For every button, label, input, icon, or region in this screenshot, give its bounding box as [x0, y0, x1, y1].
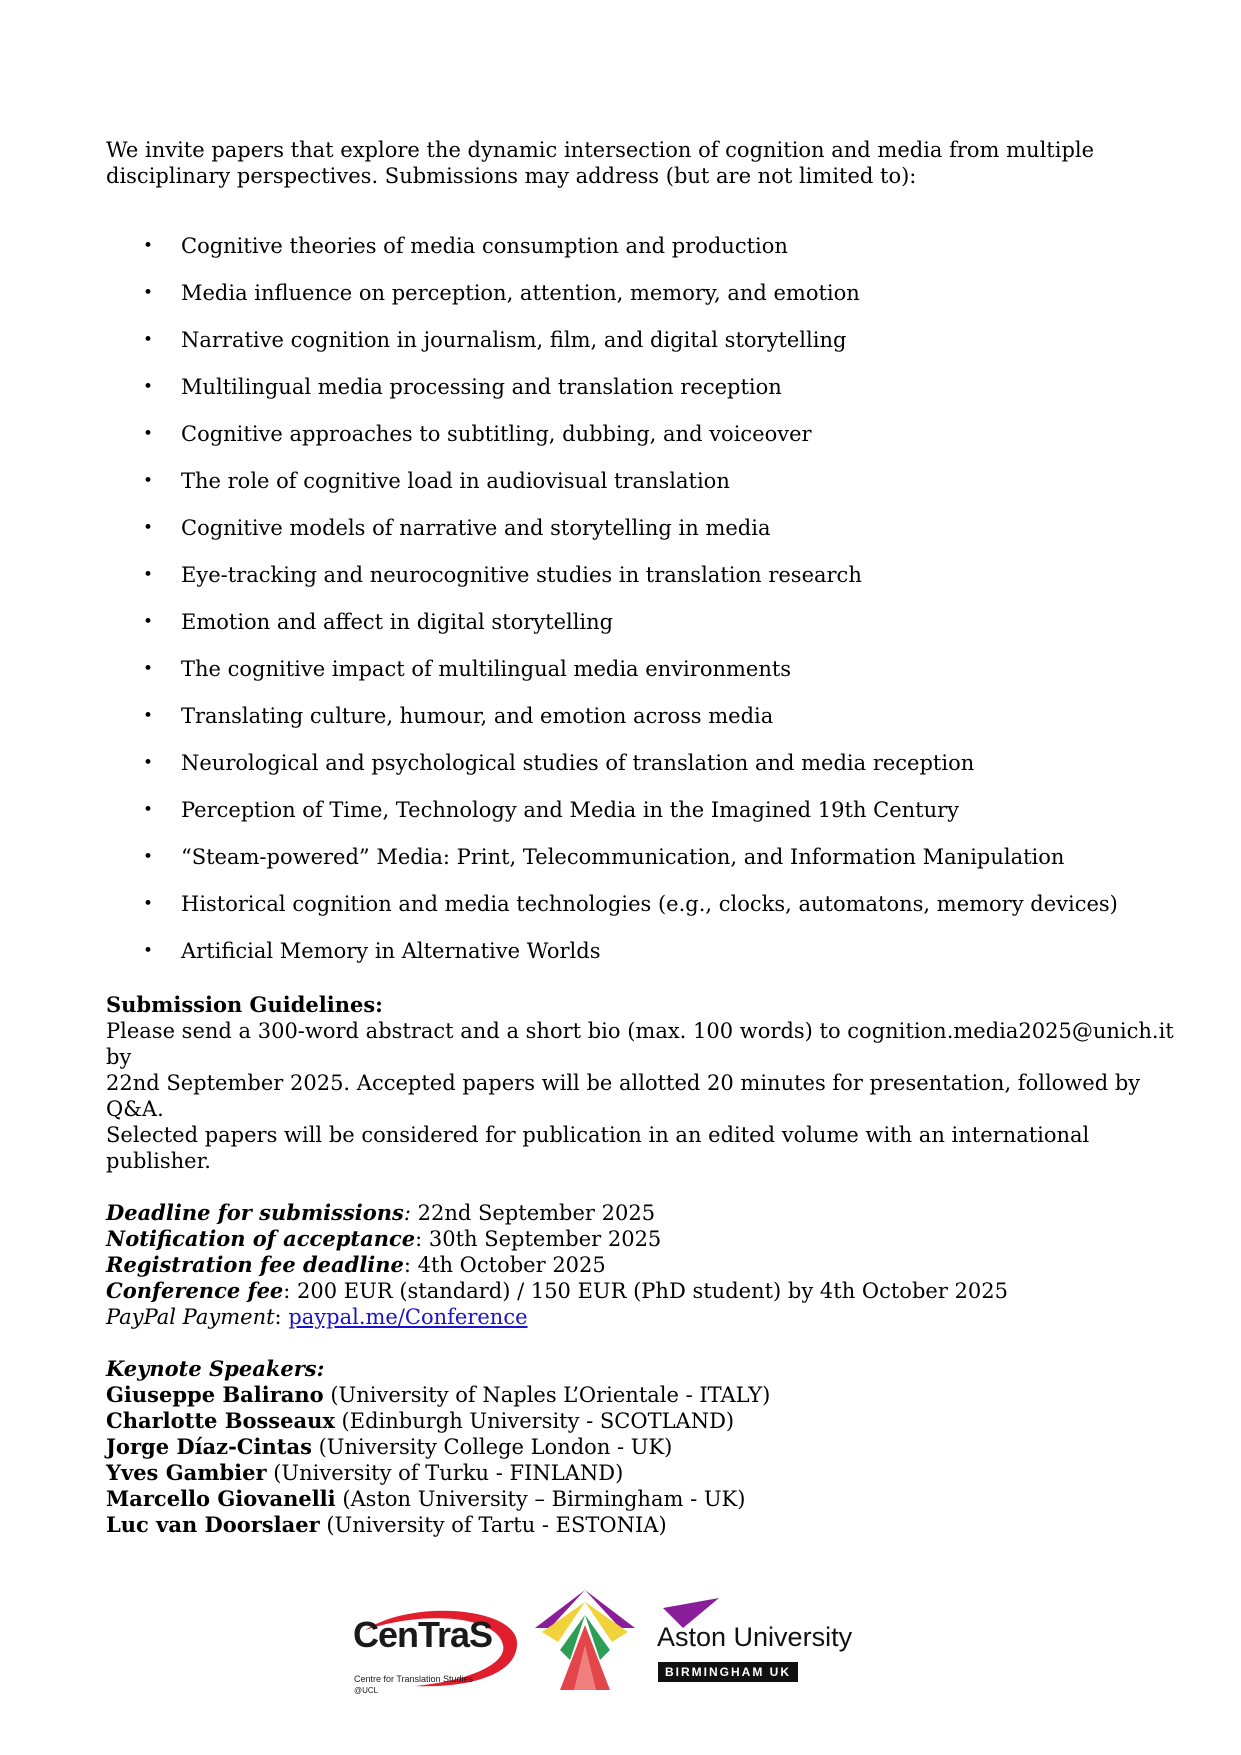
- aston-wordmark: Aston University: [657, 1622, 853, 1652]
- speaker-row: [106, 1382, 1181, 1408]
- notification-label: Notification of acceptance: [106, 1226, 416, 1251]
- bullet-icon: •: [143, 753, 154, 773]
- submission-line: Please send a 300-word abstract and a short bio (max. 100 words) to cognition.media2025@unich.it by: [106, 1019, 1174, 1069]
- list-item: • Media influence on perception, attention, memory, and emotion: [143, 281, 860, 305]
- keynote-speakers: [106, 1356, 1181, 1538]
- list-item: • The role of cognitive load in audiovisual translation: [143, 469, 730, 493]
- bullet-icon: •: [143, 236, 154, 256]
- document-page: [106, 137, 1181, 1538]
- bullet-icon: •: [143, 518, 154, 538]
- bullet-icon: •: [143, 565, 154, 585]
- bullet-icon: •: [143, 800, 154, 820]
- speaker-affiliation: (Aston University – Birmingham - UK): [335, 1487, 746, 1511]
- list-item: • Cognitive models of narrative and storytelling in media: [143, 516, 771, 540]
- submission-line: Selected papers will be considered for publication in an edited volume with an international publisher.: [106, 1123, 1090, 1173]
- bullet-icon: •: [143, 471, 154, 491]
- speaker-name: Luc van Doorslaer: [106, 1512, 320, 1537]
- aston-location-bar: BIRMINGHAM UK: [658, 1662, 798, 1682]
- list-item: • Translating culture, humour, and emotion across media: [143, 704, 774, 728]
- bullet-icon: •: [143, 283, 154, 303]
- speaker-name: Marcello Giovanelli: [106, 1486, 336, 1511]
- speaker-row: [106, 1512, 1181, 1538]
- conference-emblem-icon: [530, 1590, 640, 1700]
- registration-label: Registration fee deadline: [106, 1252, 404, 1277]
- speaker-affiliation: (University of Tartu - ESTONIA): [319, 1513, 667, 1537]
- list-item: • Neurological and psychological studies of translation and media reception: [143, 751, 975, 775]
- notification-row: [106, 1226, 1181, 1252]
- bullet-icon: •: [143, 706, 154, 726]
- centras-wordmark: CenTraS: [353, 1614, 493, 1655]
- submission-guidelines: [106, 992, 1181, 1174]
- speaker-name: Charlotte Bosseaux: [106, 1408, 335, 1433]
- speaker-affiliation: (University College London - UK): [311, 1435, 673, 1459]
- fee-label: Conference fee: [106, 1278, 284, 1303]
- intro-paragraph: We invite papers that explore the dynamic intersection of cognition and media from multiple disciplinary perspectives. Submissions may address (but are not limited to):: [106, 138, 1095, 188]
- bullet-icon: •: [143, 612, 154, 632]
- list-item: • Cognitive approaches to subtitling, dubbing, and voiceover: [143, 422, 812, 446]
- deadline-label: Deadline for submissions: [106, 1200, 404, 1225]
- list-item: • Narrative cognition in journalism, film, and digital storytelling: [143, 328, 847, 352]
- deadline-value: 22nd September 2025: [410, 1201, 656, 1225]
- list-item: • Perception of Time, Technology and Media in the Imagined 19th Century: [143, 798, 960, 822]
- list-item: • The cognitive impact of multilingual media environments: [143, 657, 792, 681]
- deadline-row: Deadline for submissions: 22nd September 2025: [106, 1200, 656, 1225]
- bullet-icon: •: [143, 330, 154, 350]
- speaker-name: Jorge Díaz-Cintas: [106, 1434, 312, 1459]
- keynote-title: Keynote Speakers:: [106, 1356, 325, 1381]
- submission-title: Submission Guidelines:: [106, 992, 383, 1017]
- centras-ucl: @UCL: [354, 1686, 379, 1695]
- centras-subtitle: Centre for Translation Studies: [354, 1674, 474, 1684]
- bullet-icon: •: [143, 894, 154, 914]
- centras-logo: [345, 1600, 525, 1701]
- registration-row: [106, 1252, 1181, 1278]
- bullet-icon: •: [143, 377, 154, 397]
- speaker-row: [106, 1460, 1181, 1486]
- speaker-row: [106, 1486, 1181, 1512]
- speaker-affiliation: (Edinburgh University - SCOTLAND): [334, 1409, 735, 1433]
- bullet-icon: •: [143, 941, 154, 961]
- paypal-label: PayPal Payment: [106, 1305, 275, 1329]
- topics-list: [106, 233, 1181, 968]
- speaker-affiliation: (University of Naples L’Orientale - ITALY): [323, 1383, 771, 1407]
- fee-value: : 200 EUR (standard) / 150 EUR (PhD student) by 4th October 2025: [283, 1279, 1008, 1303]
- list-item: • Eye-tracking and neurocognitive studies in translation research: [143, 563, 862, 587]
- list-item: • Historical cognition and media technologies (e.g., clocks, automatons, memory devices): [143, 892, 1118, 916]
- important-dates: [106, 1200, 1181, 1330]
- bullet-icon: •: [143, 424, 154, 444]
- speaker-row: [106, 1434, 1181, 1460]
- speaker-name: Yves Gambier: [106, 1460, 267, 1485]
- list-item: • Multilingual media processing and translation reception: [143, 375, 782, 399]
- list-item: • Artificial Memory in Alternative Worlds: [143, 939, 601, 963]
- list-item: • Cognitive theories of media consumption and production: [143, 234, 788, 258]
- submission-line: 22nd September 2025. Accepted papers will be allotted 20 minutes for presentation, followed by Q&A.: [106, 1071, 1141, 1121]
- sponsor-logos: [345, 1590, 865, 1705]
- paypal-row: PayPal Payment: paypal.me/Conference: [106, 1305, 528, 1329]
- notification-value: : 30th September 2025: [415, 1227, 662, 1251]
- bullet-icon: •: [143, 847, 154, 867]
- paypal-link[interactable]: paypal.me/Conference: [288, 1305, 528, 1329]
- speaker-row: [106, 1408, 1181, 1434]
- fee-row: [106, 1278, 1181, 1304]
- list-item: • “Steam-powered” Media: Print, Telecommunication, and Information Manipulation: [143, 845, 1065, 869]
- bullet-icon: •: [143, 659, 154, 679]
- speaker-name: Giuseppe Balirano: [106, 1382, 324, 1407]
- list-item: • Emotion and affect in digital storytelling: [143, 610, 614, 634]
- registration-value: : 4th October 2025: [403, 1253, 606, 1277]
- speaker-affiliation: (University of Turku - FINLAND): [266, 1461, 624, 1485]
